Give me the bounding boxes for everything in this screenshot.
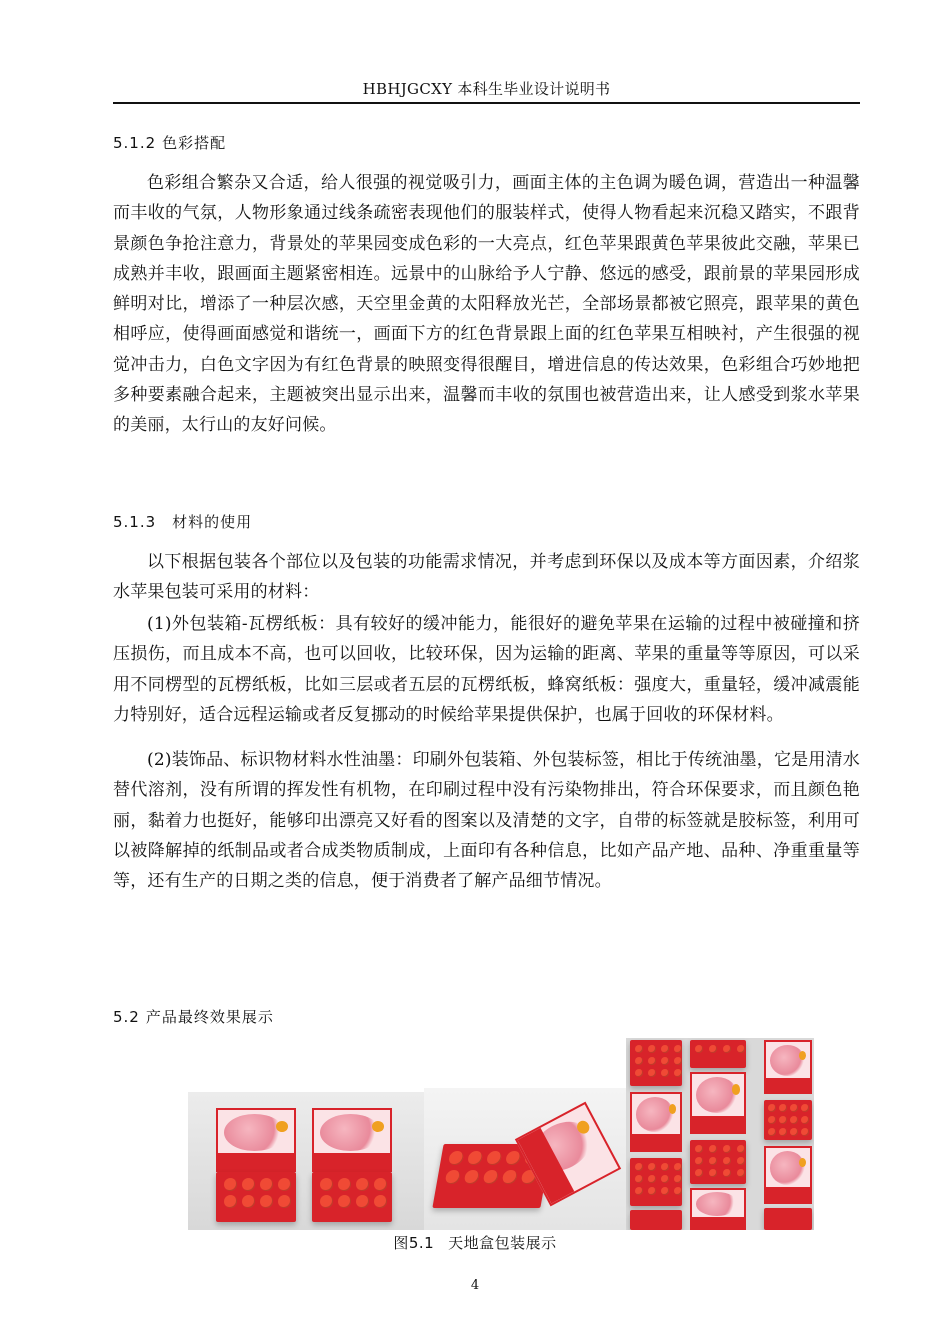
section-number: 5.1.2: [113, 134, 157, 152]
page-header: HBHJGCXY 本科生毕业设计说明书: [362, 80, 611, 98]
figure-number: 图5.1: [393, 1234, 435, 1252]
box-lid-illustration: [216, 1108, 296, 1172]
section-title: 色彩搭配: [162, 134, 227, 152]
section-heading-5-2: [113, 1006, 274, 1027]
paragraph-materials-intro: 以下根据包装各个部位以及包装的功能需求情况，并考虑到环保以及成本等方面因素，介绍浆水苹果包装可采用的材料：: [113, 552, 860, 603]
header-rule: [113, 102, 860, 104]
page-number: 4: [470, 1278, 480, 1293]
section-number: 5.1.3: [113, 513, 157, 531]
paragraph-material-item-1: (1)外包装箱-瓦楞纸板：具有较好的缓冲能力，能很好的避免苹果在运输的过程中被碰撞和挤压损伤，而且成本不高，也可以回收，比较环保，因为运输的距离、苹果的重量等等原因，可以采用不同楞型的瓦楞纸板，比如三层或者五层的瓦楞纸板，蜂窝纸板：强度大，重量轻，缓冲减震能力特别好，适合远程运输或者反复挪动的时候给苹果提供保护，也属于回收的环保材料。: [113, 614, 860, 725]
package-photo-angled: [424, 1088, 626, 1230]
box-base: [312, 1172, 392, 1222]
figure-caption-text: 天地盒包装展示: [448, 1234, 557, 1252]
section-title: 材料的使用: [172, 513, 253, 531]
section-heading-5-1-3: [113, 511, 252, 532]
section-number: 5.2: [113, 1008, 140, 1026]
figure-caption: [0, 1232, 950, 1253]
section-title: 产品最终效果展示: [145, 1008, 274, 1026]
section-heading-5-1-2: [113, 132, 226, 153]
box-base: [216, 1172, 296, 1222]
box-lid-illustration: [312, 1108, 392, 1172]
package-photo-topdown: [626, 1038, 814, 1230]
paragraph-color-scheme: 色彩组合繁杂又合适，给人很强的视觉吸引力，画面主体的主色调为暖色调，营造出一种温馨而丰收的气氛，人物形象通过线条疏密表现他们的服装样式，使得人物看起来沉稳又踏实，不跟背景颜色争抢注意力，背景处的苹果园变成色彩的一大亮点，红色苹果跟黄色苹果彼此交融，苹果已成熟并丰收，跟画面主题紧密相连。远景中的山脉给予人宁静、悠远的感受，跟前景的苹果园形成鲜明对比，增添了一种层次感，天空里金黄的太阳释放光芒，全部场景都被它照亮，跟苹果的黄色相呼应，使得画面感觉和谐统一，画面下方的红色背景跟上面的红色苹果互相映衬，产生很强的视觉冲击力，白色文字因为有红色背景的映照变得很醒目，增进信息的传达效果，色彩组合巧妙地把多种要素融合起来，主题被突出显示出来，温馨而丰收的氛围也被营造出来，让人感受到浆水苹果的美丽，太行山的友好问候。: [113, 173, 860, 436]
paragraph-material-item-2: (2)装饰品、标识物材料水性油墨：印刷外包装箱、外包装标签，相比于传统油墨，它是用清水替代溶剂，没有所谓的挥发性有机物，在印刷过程中没有污染物排出，符合环保要求，而且颜色艳丽，黏着力也挺好，能够印出漂亮又好看的图案以及清楚的文字，自带的标签就是胶标签，利用可以被降解掉的纸制品或者合成类物质制成，上面印有各种信息，比如产品产地、品种、净重重量等等，还有生产的日期之类的信息，便于消费者了解产品细节情况。: [113, 750, 860, 892]
package-photo-front: [188, 1092, 424, 1230]
figure-package-display: [188, 1038, 814, 1230]
